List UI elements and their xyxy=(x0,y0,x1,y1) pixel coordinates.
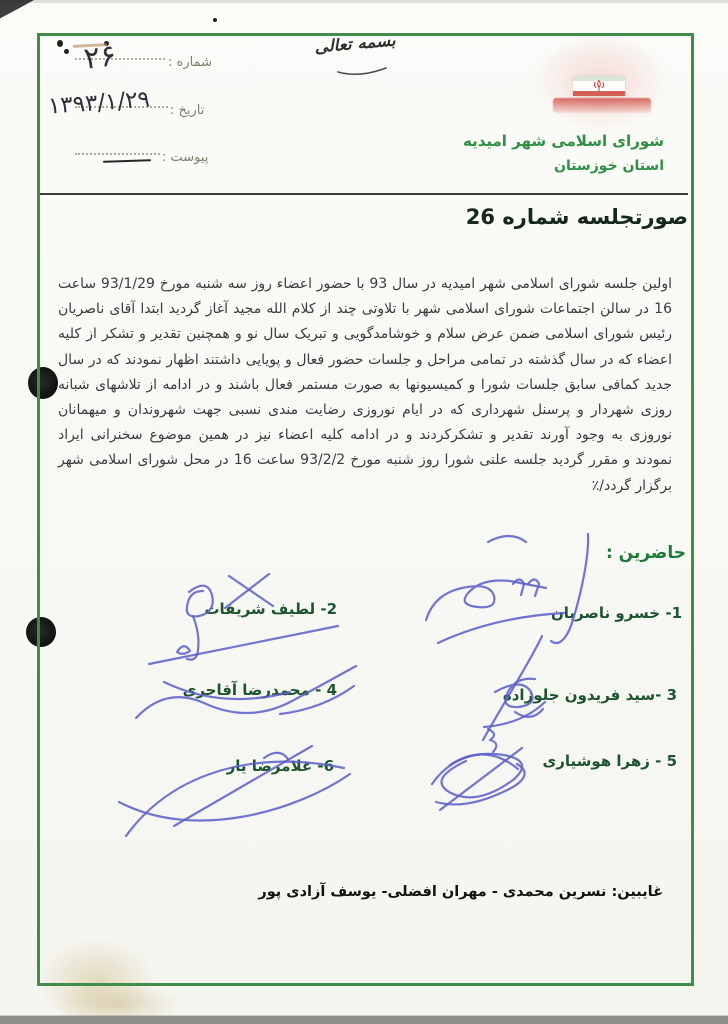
scan-top-edge xyxy=(0,0,728,3)
attendee-name-4: 4 - محمدرضا آقاجری xyxy=(182,681,337,699)
council-logo xyxy=(533,40,668,135)
minutes-body-paragraph: اولین جلسه شورای اسلامی شهر امیدیه در سال 93 با حضور اعضاء روز سه شنبه مورخ 93/1/29 ساعت 16 در سالن اجتماعات شورای اسلامی شهر با تلاوتی چند از کلام الله مجید آغاز گردید ابتدا آقای ناصریان رئیس شورای اسلامی ضمن عرض سلام و خوشامدگویی و تبریک سال نو و همچنین تقدیر و تشکر از کلیه اعضاء که در سال گذشته در تمامی مراحل و جلسات حضور فعال و پویایی داشتند اظهار نمودند که در سال جدید کمافی سابق جلسات شورا و کمیسیونها به صورت مستمر فعال باشند و در ادامه از تلاشهای شبانه روزی شهردار و پرسنل شهرداری که در ایام نوروزی رضایت مندی نسبی جهت شهروندان و میهمانان نوروزی به وجود آورند تقدیر و تشکرکردند و در ادامه کلیه اعضاء نیز در همین موضوع سخنرانی ایراد نمودند و مقرر گردید جلسه علنی شورا روز شنبه مورخ 93/2/2 ساعت 16 در محل شورای اسلامی شهر برگزار گردد/٪ xyxy=(58,276,672,494)
attendee-name-5: 5 - زهرا هوشیاری xyxy=(542,752,677,770)
scan-corner-smudge xyxy=(0,0,34,20)
handwritten-number-value: ۲۶ xyxy=(81,38,119,77)
attendees-heading: حاضرین : xyxy=(605,543,686,563)
number-label: شماره : xyxy=(168,55,212,70)
iran-flag-icon xyxy=(573,76,625,96)
header-separator-line xyxy=(40,193,688,195)
org-province-line: استان خوزستان xyxy=(554,158,664,174)
absentees-line: غایبین: نسرین محمدی - مهران افضلی- یوسف آزادی پور xyxy=(258,884,663,900)
attendee-name-2: 2- لطیف شریفات xyxy=(204,600,337,618)
allah-emblem-icon xyxy=(593,79,605,92)
attendee-name-3: 3 -سید فریدون جلوزاده xyxy=(502,686,677,704)
date-label: تاریخ : xyxy=(170,103,205,118)
logo-red-ribbon xyxy=(553,98,651,113)
page-title: صورتجلسه شماره 26 xyxy=(465,205,688,229)
document-border-frame xyxy=(37,33,694,986)
attendee-name-1: 1- خسرو ناصریان xyxy=(551,604,682,622)
besmele-calligraphy: بسمه تعالی xyxy=(313,30,397,57)
handwritten-date-value: ۱۳۹۳/۱/۲۹ xyxy=(47,86,151,120)
org-name-line: شورای اسلامی شهر امیدیه xyxy=(462,132,664,150)
attachment-label: پیوست : xyxy=(162,150,209,165)
scan-bottom-edge xyxy=(0,1016,728,1024)
ink-speck xyxy=(213,18,217,22)
attendee-name-6: 6- غلامرضا یار xyxy=(226,757,334,775)
attachment-dotted-line xyxy=(75,153,160,155)
